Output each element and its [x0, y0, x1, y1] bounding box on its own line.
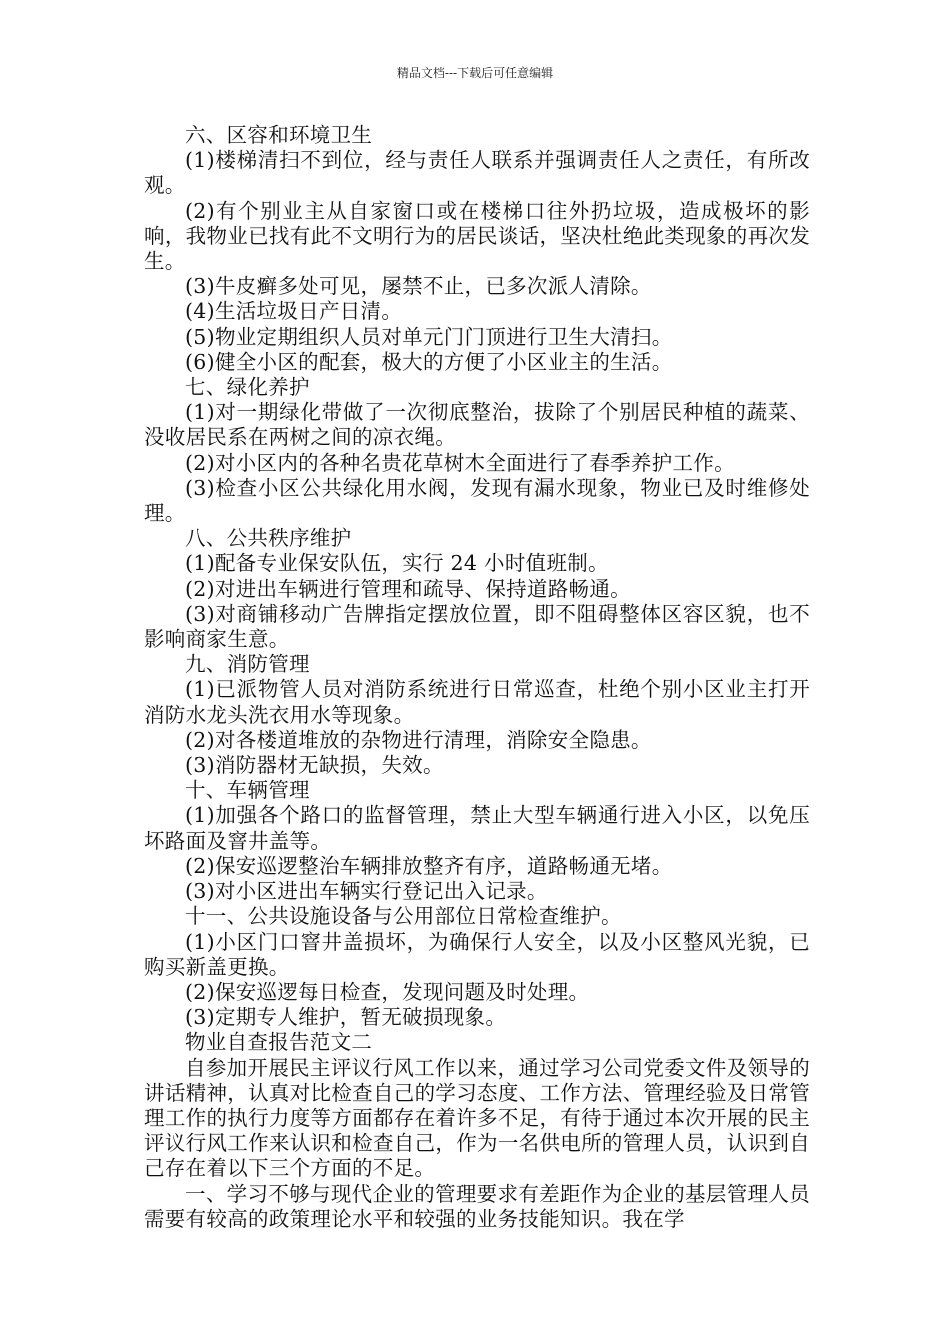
page-header: 精品文档---下载后可任意编辑 [396, 66, 554, 80]
paragraph: (3)检查小区公共绿化用水阀，发现有漏水现象，物业已及时维修处理。 [144, 475, 810, 526]
paragraph: (3)消防器材无缺损，失效。 [185, 753, 444, 778]
document-body [144, 123, 810, 1232]
section-heading: 九、消防管理 [185, 652, 310, 677]
paragraph: (1)对一期绿化带做了一次彻底整治，拔除了个别居民种植的蔬菜、没收居民系在两树之间的凉衣绳。 [144, 400, 810, 450]
paragraph: (3)定期专人维护，暂无破损现象。 [185, 1005, 507, 1030]
paragraph: (1)加强各个路口的监督管理，禁止大型车辆通行进入小区，以免压坏路面及窨井盖等。 [144, 803, 810, 853]
paragraph: (2)对小区内的各种名贵花草树木全面进行了春季养护工作。 [185, 450, 735, 475]
paragraph: (1)小区门口窨井盖损坏，为确保行人安全，以及小区整风光貌，已购买新盖更换。 [144, 929, 810, 979]
document-subtitle: 物业自查报告范文二 [185, 1030, 373, 1055]
paragraph: (3)对小区进出车辆实行登记出入记录。 [185, 879, 548, 904]
paragraph: (6)健全小区的配套，极大的方便了小区业主的生活。 [185, 349, 673, 374]
section-heading: 八、公共秩序维护 [185, 526, 352, 551]
section-heading: 十、车辆管理 [185, 778, 310, 803]
section-heading: 十一、公共设施设备与公用部位日常检查维护。 [185, 904, 622, 929]
section-heading: 七、绿化养护 [185, 375, 310, 400]
paragraph: (1)已派物管人员对消防系统进行日常巡查，杜绝个别小区业主打开消防水龙头洗衣用水等现象。 [144, 677, 810, 727]
paragraph: (2)有个别业主从自家窗口或在楼梯口往外扔垃圾，造成极坏的影响，我物业已找有此不文明行为的居民谈话，坚决杜绝此类现象的再次发生。 [144, 198, 810, 274]
paragraph: (2)对进出车辆进行管理和疏导、保持道路畅通。 [185, 576, 631, 601]
paragraph: (1)配备专业保安队伍，实行 24 小时值班制。 [185, 551, 609, 576]
paragraph: (3)对商铺移动广告牌指定摆放位置，即不阻碍整体区容区貌，也不影响商家生意。 [144, 601, 810, 652]
paragraph: (4)生活垃圾日产日清。 [185, 299, 403, 324]
paragraph: (1)楼梯清扫不到位，经与责任人联系并强调责任人之责任，有所改观。 [144, 148, 810, 198]
paragraph: (2)保安巡逻每日检查，发现问题及时处理。 [185, 979, 590, 1004]
paragraph: 自参加开展民主评议行风工作以来，通过学习公司党委文件及领导的讲话精神，认真对比检查自己的学习态度、工作方法、管理经验及日常管理工作的执行力度等方面都存在着许多不足，有待于通过本次开展的民主评议行风工作来认识和检查自己，作为一名供电所的管理人员，认识到自己存在着以下三个方面的不足。 [144, 1055, 810, 1181]
paragraph: (5)物业定期组织人员对单元门门顶进行卫生大清扫。 [185, 324, 673, 349]
paragraph: (2)保安巡逻整治车辆排放整齐有序，道路畅通无堵。 [185, 853, 673, 878]
paragraph: (3)牛皮癣多处可见，屡禁不止，已多次派人清除。 [185, 274, 652, 299]
paragraph: 一、学习不够与现代企业的管理要求有差距作为企业的基层管理人员需要有较高的政策理论水平和较强的业务技能知识。我在学 [144, 1181, 810, 1231]
paragraph: (2)对各楼道堆放的杂物进行清理，消除安全隐患。 [185, 727, 652, 752]
section-heading: 六、区容和环境卫生 [185, 123, 373, 147]
